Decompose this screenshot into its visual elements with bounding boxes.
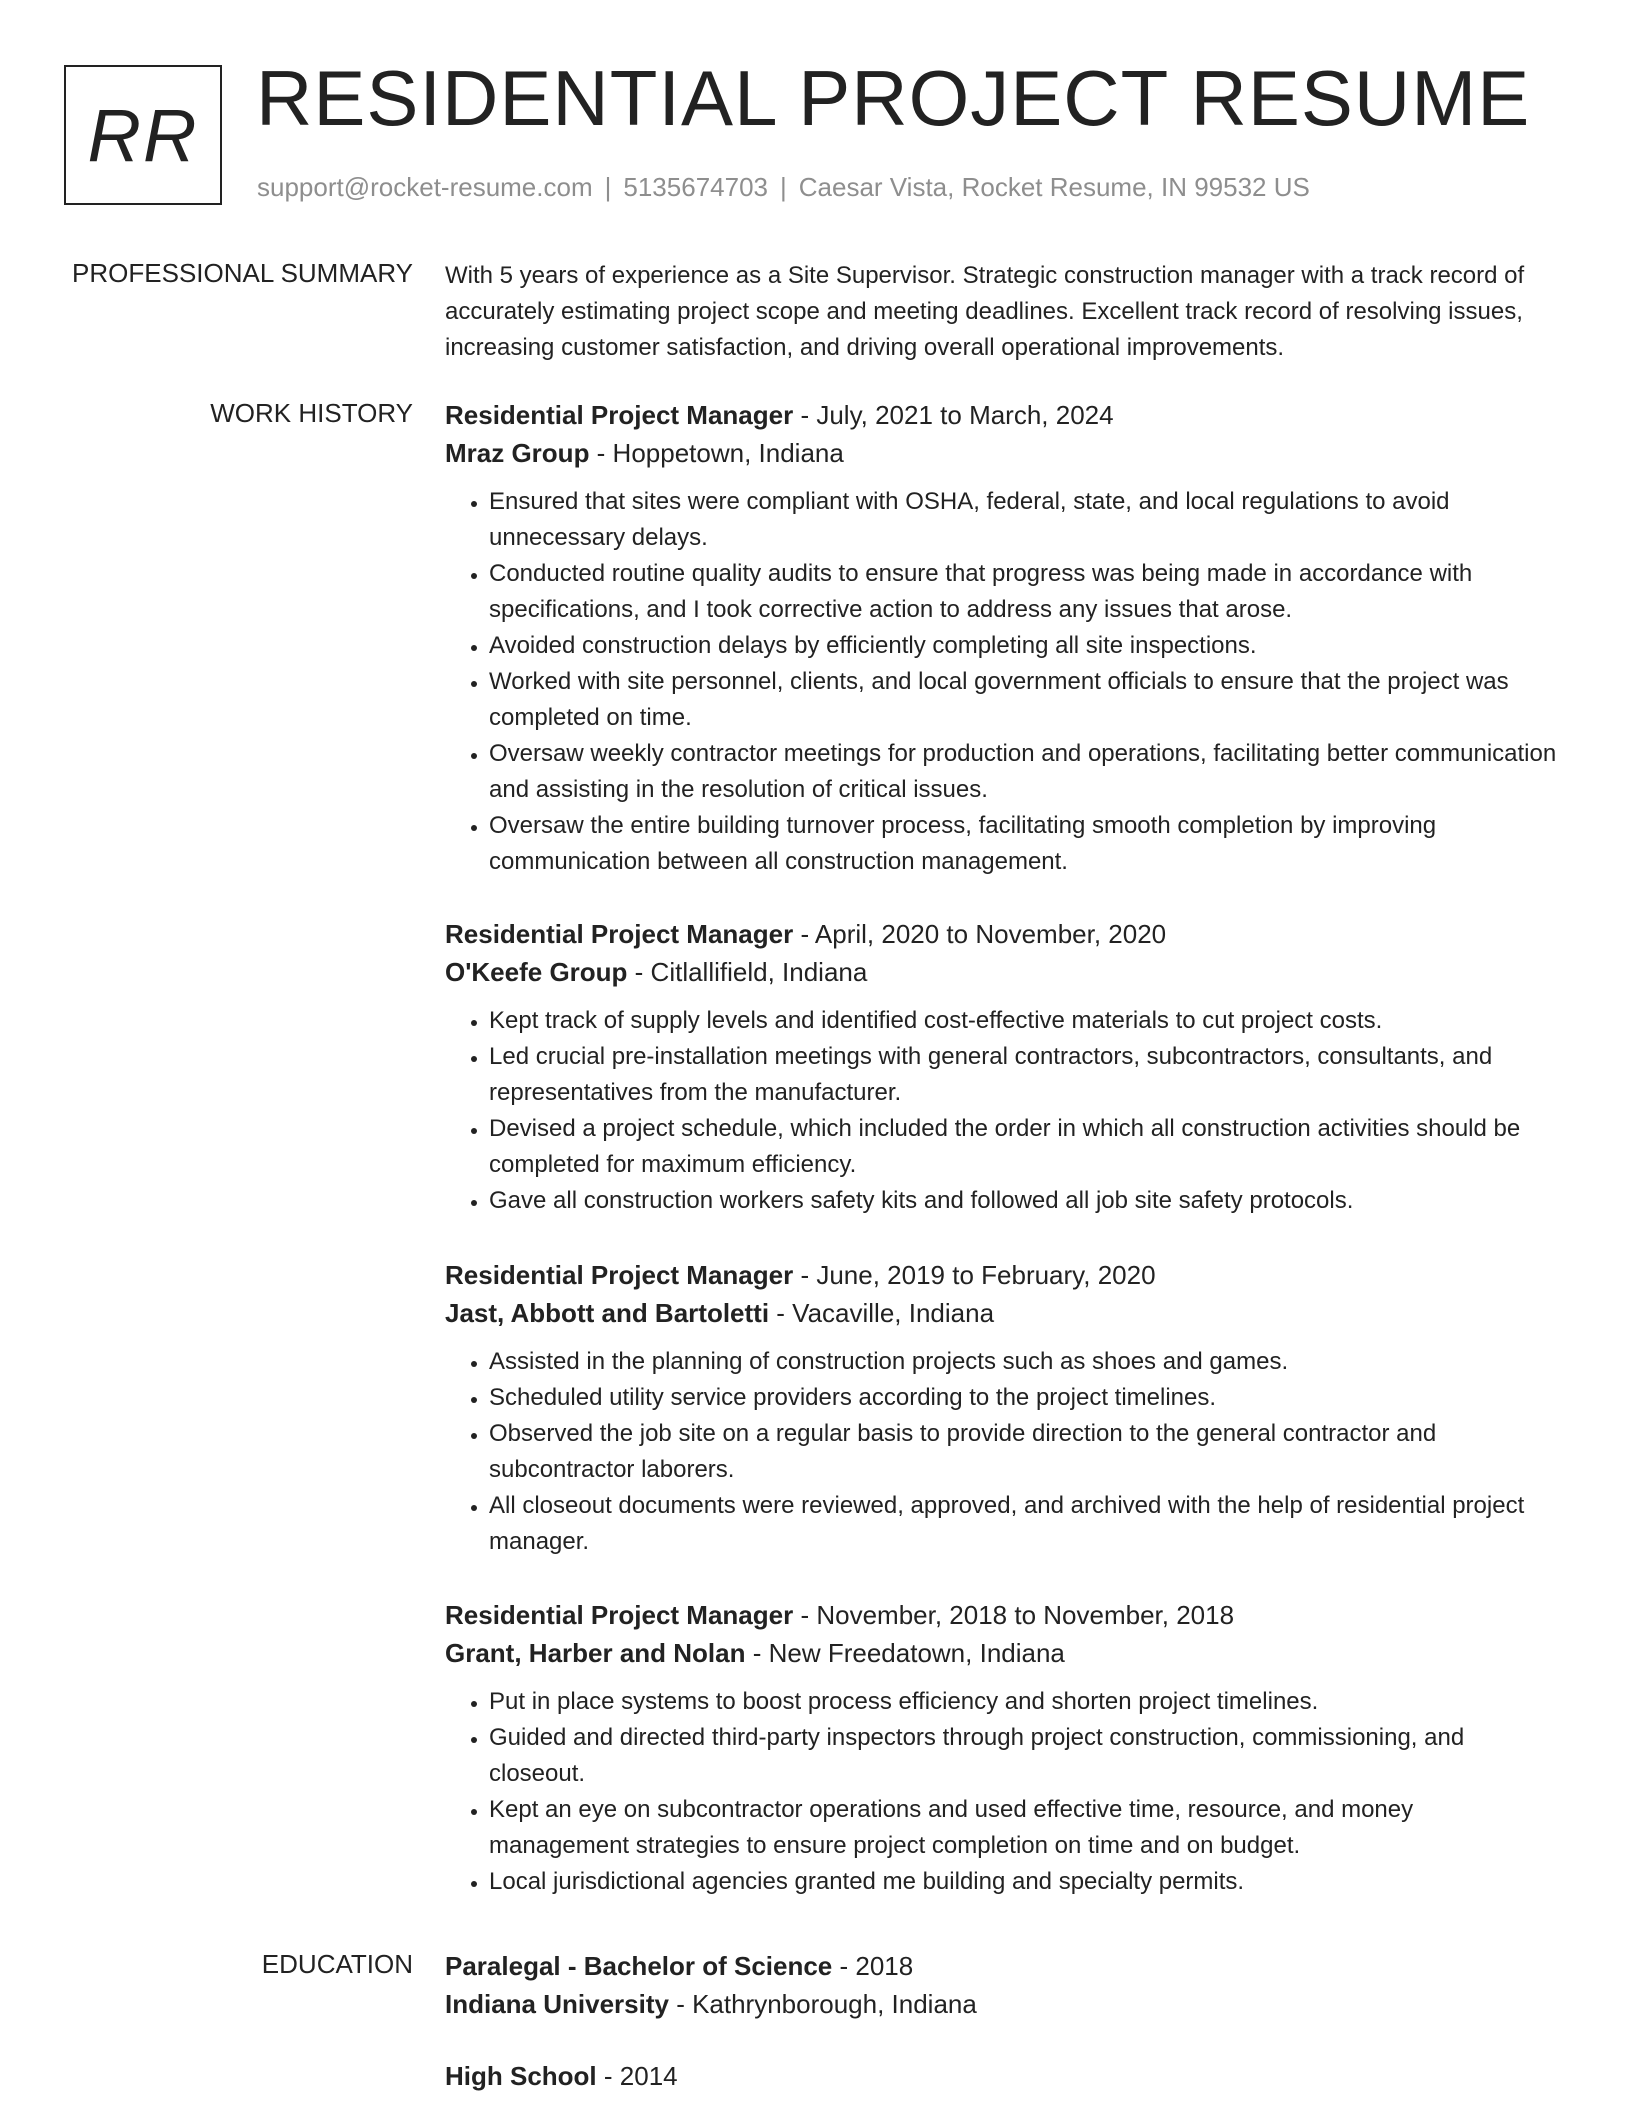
company-line bbox=[445, 1634, 1557, 1672]
list-item: • Avoided construction delays by efficiently completing all site inspections. bbox=[489, 628, 1557, 664]
job-bullets bbox=[445, 1003, 1557, 1219]
job-bullets bbox=[445, 484, 1557, 880]
company-line bbox=[445, 953, 1557, 991]
degree-year: - 2018 bbox=[832, 1951, 914, 1981]
education-entry bbox=[445, 2057, 1557, 2095]
school-location: - Kathrynborough, Indiana bbox=[668, 1989, 977, 2019]
list-item: • Scheduled utility service providers according to the project timelines. bbox=[489, 1380, 1557, 1416]
job-title-line bbox=[445, 1256, 1557, 1294]
company-location: - Vacaville, Indiana bbox=[769, 1298, 995, 1328]
company-name: Jast, Abbott and Bartoletti bbox=[445, 1298, 770, 1328]
list-item: • Devised a project schedule, which included the order in which all construction activities should be completed for maximum efficiency. bbox=[489, 1111, 1557, 1183]
degree-year: - 2014 bbox=[596, 2061, 678, 2091]
school-line bbox=[445, 1985, 1557, 2023]
section-label-summary: PROFESSIONAL SUMMARY bbox=[72, 258, 413, 288]
company-name: O'Keefe Group bbox=[445, 957, 628, 987]
page-title: RESIDENTIAL PROJECT RESUME bbox=[256, 54, 1531, 142]
separator: | bbox=[604, 172, 612, 202]
job-title: Residential Project Manager bbox=[445, 1260, 794, 1290]
job-entry bbox=[445, 396, 1557, 880]
job-title: Residential Project Manager bbox=[445, 1600, 794, 1630]
job-title-line bbox=[445, 1596, 1557, 1634]
job-bullets bbox=[445, 1684, 1557, 1900]
list-item: • Oversaw the entire building turnover process, facilitating smooth completion by improving communication between all construction management. bbox=[489, 808, 1557, 880]
list-item: • Conducted routine quality audits to ensure that progress was being made in accordance with specifications, and I took corrective action to address any issues that arose. bbox=[489, 556, 1557, 628]
job-title-line bbox=[445, 396, 1557, 434]
company-location: - Citlallifield, Indiana bbox=[627, 957, 868, 987]
job-title: Residential Project Manager bbox=[445, 919, 794, 949]
contact-line bbox=[257, 172, 1310, 203]
list-item: • Put in place systems to boost process efficiency and shorten project timelines. bbox=[489, 1684, 1557, 1720]
job-dates: - June, 2019 to February, 2020 bbox=[793, 1260, 1156, 1290]
job-title-line bbox=[445, 915, 1557, 953]
job-bullets bbox=[445, 1344, 1557, 1560]
job-dates: - July, 2021 to March, 2024 bbox=[793, 400, 1114, 430]
list-item: • Oversaw weekly contractor meetings for production and operations, facilitating better communication and assisting in the resolution of critical issues. bbox=[489, 736, 1557, 808]
section-label-work-history: WORK HISTORY bbox=[210, 398, 413, 428]
contact-email: support@rocket-resume.com bbox=[257, 172, 593, 202]
degree-name: High School bbox=[445, 2061, 597, 2091]
education-entry bbox=[445, 1947, 1557, 2023]
contact-address: Caesar Vista, Rocket Resume, IN 99532 US bbox=[798, 172, 1310, 202]
list-item: • Assisted in the planning of construction projects such as shoes and games. bbox=[489, 1344, 1557, 1380]
job-entry bbox=[445, 1256, 1557, 1560]
job-dates: - November, 2018 to November, 2018 bbox=[793, 1600, 1235, 1630]
separator: | bbox=[780, 172, 787, 202]
degree-name: Paralegal - Bachelor of Science bbox=[445, 1951, 833, 1981]
summary-text: With 5 years of experience as a Site Supervisor. Strategic construction manager with a track record of accurately estimating project scope and meeting deadlines. Excellent track record of resolving issues, increasing customer satisfaction, and driving overall operational improvements. bbox=[445, 262, 1525, 361]
list-item: • Led crucial pre-installation meetings with general contractors, subcontractors, consultants, and representatives from the manufacturer. bbox=[489, 1039, 1557, 1111]
company-name: Grant, Harber and Nolan bbox=[445, 1638, 746, 1668]
job-title: Residential Project Manager bbox=[445, 400, 794, 430]
contact-phone: 5135674703 bbox=[623, 172, 768, 202]
company-name: Mraz Group bbox=[445, 438, 590, 468]
degree-line bbox=[445, 2057, 1557, 2095]
summary-content bbox=[445, 258, 1557, 366]
job-entry bbox=[445, 1596, 1557, 1900]
list-item: • Guided and directed third-party inspectors through project construction, commissioning, and closeout. bbox=[489, 1720, 1557, 1792]
job-dates: - April, 2020 to November, 2020 bbox=[793, 919, 1167, 949]
section-label-education: EDUCATION bbox=[261, 1949, 413, 1979]
list-item: • Ensured that sites were compliant with OSHA, federal, state, and local regulations to avoid unnecessary delays. bbox=[489, 484, 1557, 556]
company-line bbox=[445, 434, 1557, 472]
monogram-logo: RR bbox=[64, 65, 222, 205]
list-item: • Kept an eye on subcontractor operations and used effective time, resource, and money management strategies to ensure project completion on time and on budget. bbox=[489, 1792, 1557, 1864]
list-item: • Observed the job site on a regular basis to provide direction to the general contractor and subcontractor laborers. bbox=[489, 1416, 1557, 1488]
school-name: Indiana University bbox=[445, 1989, 669, 2019]
company-location: - New Freedatown, Indiana bbox=[745, 1638, 1065, 1668]
degree-line bbox=[445, 1947, 1557, 1985]
list-item: • Local jurisdictional agencies granted me building and specialty permits. bbox=[489, 1864, 1557, 1900]
list-item: • All closeout documents were reviewed, approved, and archived with the help of residential project manager. bbox=[489, 1488, 1557, 1560]
list-item: • Worked with site personnel, clients, and local government officials to ensure that the project was completed on time. bbox=[489, 664, 1557, 736]
job-entry bbox=[445, 915, 1557, 1219]
list-item: • Kept track of supply levels and identified cost-effective materials to cut project costs. bbox=[489, 1003, 1557, 1039]
company-location: - Hoppetown, Indiana bbox=[589, 438, 844, 468]
list-item: • Gave all construction workers safety kits and followed all job site safety protocols. bbox=[489, 1183, 1557, 1219]
company-line bbox=[445, 1294, 1557, 1332]
